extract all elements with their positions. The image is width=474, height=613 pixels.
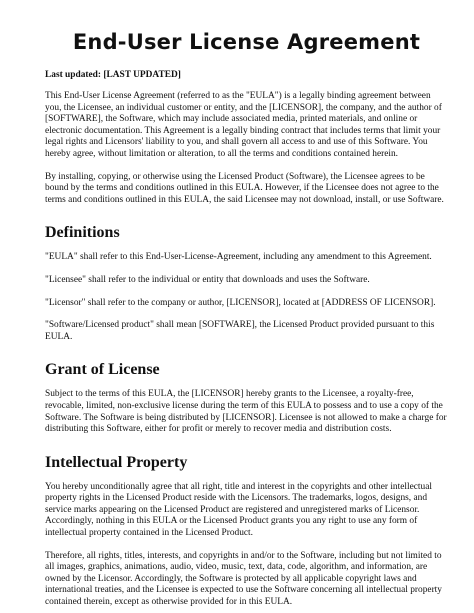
section-heading-definitions: Definitions	[45, 224, 120, 242]
definition-software: "Software/Licensed product" shall mean [SOFTWARE], the Licensed Product provided pursuant to this EULA.	[45, 320, 435, 342]
intro-paragraph: By installing, copying, or otherwise using the Licensed Product (Software), the Licensee agrees to be bound by the terms and conditions outlined in this EULA. However, if the Licensee does not agree to the terms and conditions outlined in this EULA, the said Licensee may not download, install, or use Software.	[45, 171, 444, 205]
grant-paragraph: Subject to the terms of this EULA, the [LICENSOR] hereby grants to the Licensee, a royalty-free, revocable, limited, non-exclusive license during the term of this EULA to possess and to use a copy of the Software. The Software is being distributed by [LICENSOR]. Licensee is not allowed to make a charge for distributing this Software, either for profit or merely to recover media and distribution costs.	[45, 389, 447, 435]
intro-paragraph: This End-User License Agreement (referred to as the "EULA") is a legally binding agreement between you, the Licensee, an individual customer or entity, and the [LICENSOR], the company, and the author of [SOFTWARE], the Software, which may include associated media, printed materials, and online or electronic documentation. This Agreement is a legally binding contract that includes terms that limit your legal rights and Licensors' liability to you, and shall govern all access to and use of this Software. You hereby agree, without limitation or alteration, to all the terms and conditions contained herein.	[45, 91, 442, 159]
page-title: End-User License Agreement	[72, 30, 421, 54]
ip-paragraph: Therefore, all rights, titles, interests, and copyrights in and/or to the Software, including but not limited to all images, graphics, animations, audio, video, music, text, data, code, algorithm, and information, are owned by the Licensor. Accordingly, the Software is protected by all applicable copyright laws and international treaties, and the Licensee is expected to use the Software concerning all intellectual property contained therein, except as otherwise provided for in this EULA.	[45, 550, 442, 608]
last-updated: Last updated: [LAST UPDATED]	[45, 70, 181, 80]
section-heading-intellectual-property: Intellectual Property	[45, 453, 188, 471]
definition-eula: "EULA" shall refer to this End-User-License-Agreement, including any amendment to this Agreement.	[45, 252, 432, 263]
ip-paragraph: You hereby unconditionally agree that all right, title and interest in the copyrights and other intellectual property rights in the Licensed Product reside with the Licensors. The trademarks, logos, designs, and service marks appearing on the Licensed Product are registered and unregistered marks of Licensor. Accordingly, nothing in this EULA or the Licensed Product grants you any right to use any form of intellectual property contained in the Licensed Product.	[45, 481, 432, 539]
definition-licensee: "Licensee" shall refer to the individual or entity that downloads and uses the Software.	[45, 274, 370, 285]
definition-licensor: "Licensor" shall refer to the company or author, [LICENSOR], located at [ADDRESS OF LICENSOR].	[45, 297, 436, 308]
section-heading-grant-of-license: Grant of License	[45, 361, 160, 379]
